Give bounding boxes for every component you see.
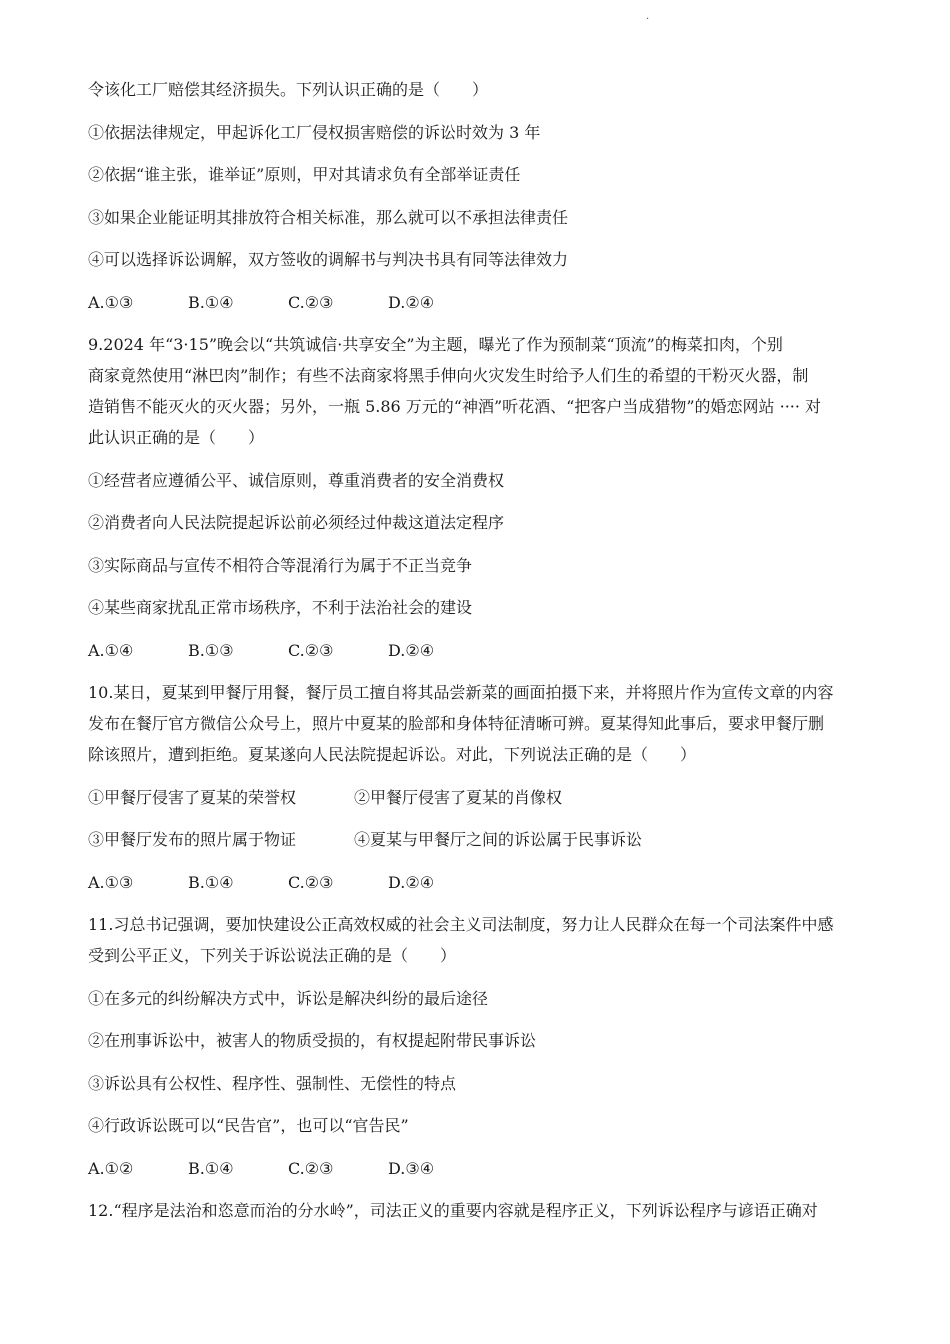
answer-options (88, 637, 868, 665)
question-11 (88, 911, 868, 1183)
question-stem-line: 10.某日，夏某到甲餐厅用餐，餐厅员工擅自将其品尝新菜的画面拍摄下来，并将照片作为宣传文章的内容 (88, 683, 834, 702)
option-d: D.②④ (388, 640, 435, 660)
option-b: B.①③ (188, 640, 234, 660)
question-9 (88, 331, 868, 665)
question-8 (88, 76, 868, 317)
statement-2: ②在刑事诉讼中，被害人的物质受损的，有权提起附带民事诉讼 (88, 1031, 537, 1050)
option-c: C.②③ (288, 640, 334, 660)
question-stem-line: 商家竟然使用“淋巴肉”制作；有些不法商家将黑手伸向火灾发生时给予人们生的希望的干粉灭火器，制 (88, 366, 809, 385)
statement-3: ③甲餐厅发布的照片属于物证 (88, 830, 297, 849)
question-stem-line: 发布在餐厅官方微信公众号上，照片中夏某的脸部和身体特征清晰可辨。夏某得知此事后，要求甲餐厅删 (88, 714, 825, 733)
option-d: D.③④ (388, 1158, 435, 1178)
statement-4: ④行政诉讼既可以“民告官”，也可以“官告民” (88, 1116, 409, 1135)
question-stem-line: 此认识正确的是（ ） (88, 428, 265, 447)
statement-4: ④某些商家扰乱正常市场秩序，不利于法治社会的建设 (88, 598, 473, 617)
option-a: A.①③ (88, 872, 134, 892)
statement-1: ①甲餐厅侵害了夏某的荣誉权 (88, 787, 297, 807)
statement-1: ①依据法律规定，甲起诉化工厂侵权损害赔偿的诉讼时效为 3 年 (88, 122, 541, 142)
option-d: D.②④ (388, 872, 435, 892)
option-b: B.①④ (188, 872, 234, 892)
question-10 (88, 679, 868, 897)
question-stem-line: 除该照片，遭到拒绝。夏某遂向人民法院提起诉讼。对此，下列说法正确的是（ ） (88, 745, 697, 764)
header-mark: · (646, 14, 650, 25)
statement-row-2 (88, 826, 868, 854)
question-stem: 令该化工厂赔偿其经济损失。下列认识正确的是（ ） (88, 80, 489, 99)
statement-3: ③实际商品与宣传不相符合等混淆行为属于不正当竞争 (88, 555, 473, 575)
option-b: B.①④ (188, 292, 234, 312)
question-stem-line: 造销售不能灭火的灭火器；另外，一瓶 5.86 万元的“神酒”听花酒、“把客户当成猎物”的婚恋网站 ···· 对 (88, 397, 822, 416)
option-a: A.①② (88, 1158, 134, 1178)
question-stem-line: 受到公平正义，下列关于诉讼说法正确的是（ ） (88, 946, 457, 965)
option-a: A.①③ (88, 292, 134, 312)
option-d: D.②④ (388, 292, 435, 312)
statement-3: ③诉讼具有公权性、程序性、强制性、无偿性的特点 (88, 1073, 457, 1093)
option-b: B.①④ (188, 1158, 234, 1178)
option-c: C.②③ (288, 1158, 334, 1178)
option-a: A.①④ (88, 640, 134, 660)
option-c: C.②③ (288, 872, 334, 892)
question-stem-line: 9.2024 年“3·15”晚会以“共筑诚信·共享安全”为主题，曝光了作为预制菜“顶流”的梅菜扣肉，个别 (88, 335, 783, 354)
statement-2: ②消费者向人民法院提起诉讼前必须经过仲裁这道法定程序 (88, 513, 505, 532)
statement-1: ①在多元的纠纷解决方式中，诉讼是解决纠纷的最后途径 (88, 988, 489, 1008)
answer-options (88, 869, 868, 897)
answer-options (88, 1155, 868, 1183)
question-stem-line: 12.“程序是法治和恣意而治的分水岭”，司法正义的重要内容就是程序正义，下列诉讼程序与谚语正确对 (88, 1201, 818, 1220)
option-c: C.②③ (288, 292, 334, 312)
answer-options (88, 289, 868, 317)
statement-4: ④夏某与甲餐厅之间的诉讼属于民事诉讼 (354, 830, 643, 849)
question-stem-line: 11.习总书记强调，要加快建设公正高效权威的社会主义司法制度，努力让人民群众在每一个司法案件中感 (88, 915, 834, 934)
question-12 (88, 1197, 868, 1225)
statement-3: ③如果企业能证明其排放符合相关标准，那么就可以不承担法律责任 (88, 207, 569, 227)
statement-4: ④可以选择诉讼调解，双方签收的调解书与判决书具有同等法律效力 (88, 250, 569, 269)
statement-row-1 (88, 784, 868, 812)
statement-2: ②甲餐厅侵害了夏某的肖像权 (354, 787, 563, 807)
statement-2: ②依据“谁主张，谁举证”原则，甲对其请求负有全部举证责任 (88, 165, 521, 184)
exam-page (88, 76, 868, 1225)
statement-1: ①经营者应遵循公平、诚信原则，尊重消费者的安全消费权 (88, 470, 505, 490)
